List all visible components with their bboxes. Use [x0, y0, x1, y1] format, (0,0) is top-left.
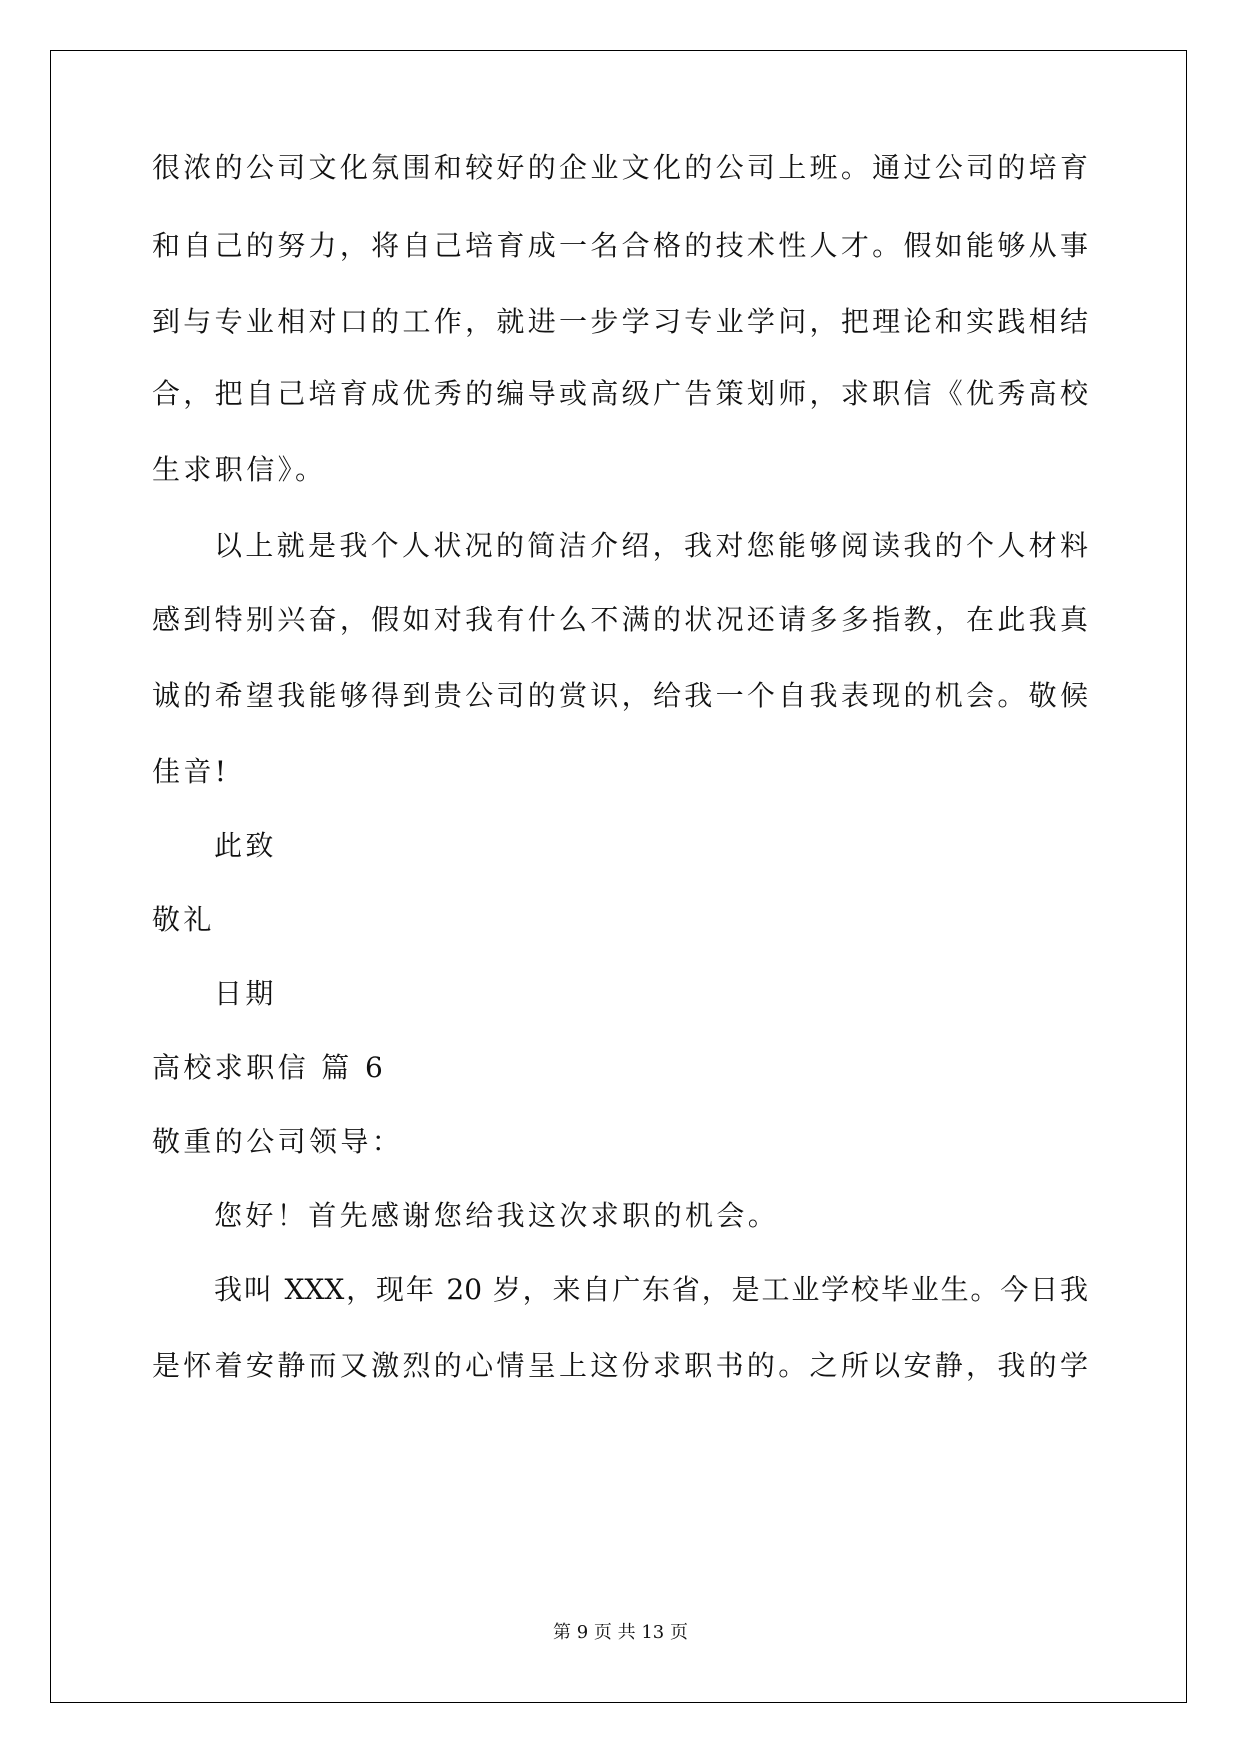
body-line: 很浓的公司文化氛围和较好的企业文化的公司上班。通过公司的培育	[152, 151, 1088, 184]
closing-salutation: 此致	[214, 829, 277, 862]
body-line: 生求职信》。	[152, 453, 327, 486]
page-border	[50, 50, 1187, 1703]
letter-greeting: 敬重的公司领导：	[152, 1125, 404, 1158]
date-line: 日期	[214, 977, 277, 1010]
page-number: 第 9 页 共 13 页	[553, 1622, 688, 1643]
closing-regards: 敬礼	[152, 903, 215, 936]
body-line: 合，把自己培育成优秀的编导或高级广告策划师，求职信《优秀高校	[152, 377, 1088, 410]
body-line: 佳音!	[152, 755, 230, 788]
body-line: 到与专业相对口的工作，就进一步学习专业学问，把理论和实践相结	[152, 305, 1088, 338]
body-line: 是怀着安静而又激烈的心情呈上这份求职书的。之所以安静，我的学	[152, 1349, 1088, 1382]
body-line: 您好！首先感谢您给我这次求职的机会。	[214, 1199, 780, 1232]
body-line: 我叫 XXX，现年 20 岁，来自广东省，是工业学校毕业生。今日我	[214, 1273, 1088, 1306]
body-line: 诚的希望我能够得到贵公司的赏识，给我一个自我表现的机会。敬候	[152, 679, 1088, 712]
body-line: 和自己的努力，将自己培育成一名合格的技术性人才。假如能够从事	[152, 229, 1088, 262]
section-heading: 高校求职信 篇 6	[152, 1051, 387, 1084]
body-line: 感到特别兴奋，假如对我有什么不满的状况还请多多指教，在此我真	[152, 603, 1088, 636]
body-line: 以上就是我个人状况的简洁介绍，我对您能够阅读我的个人材料	[214, 529, 1088, 562]
